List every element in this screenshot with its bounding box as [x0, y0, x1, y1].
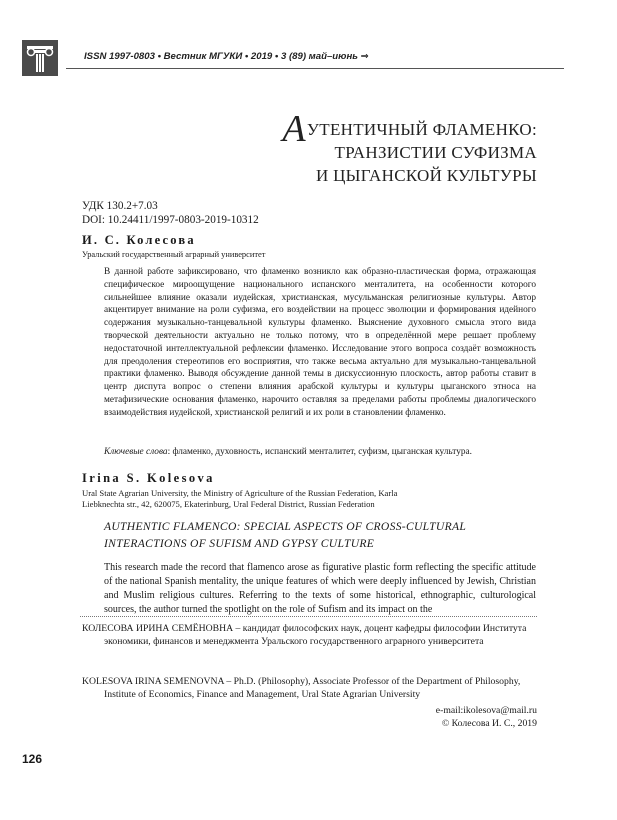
- page-number: 126: [22, 752, 43, 766]
- keywords-label: Ключевые слова: [104, 447, 168, 457]
- email: e-mail:ikolesova@mail.ru: [435, 705, 537, 716]
- title-line3: И ЦЫГАНСКОЙ КУЛЬТУРЫ: [315, 166, 537, 185]
- author-name-en: Irina S. Kolesova: [82, 471, 215, 485]
- keywords-text: : фламенко, духовность, испанский менталитет, суфизм, цыганская культура.: [167, 447, 472, 457]
- contact-block: [436, 705, 537, 731]
- author-name-ru: И. С. Колесова: [82, 233, 196, 247]
- doi: DOI: 10.24411/1997-0803-2019-10312: [82, 214, 259, 226]
- title-initial: А: [282, 108, 306, 150]
- abstract-ru: [104, 266, 536, 420]
- affiliation-en-line1: Ural State Agrarian University, the Ministry of Agriculture of the Russian Federation, Karla: [82, 488, 398, 498]
- journal-header: [22, 40, 542, 80]
- title-line1: УТЕНТИЧНЫЙ ФЛАМЕНКО:: [306, 120, 537, 139]
- author-affiliation-ru: Уральский государственный аграрный университет: [82, 250, 266, 259]
- footnote-divider: [80, 616, 537, 617]
- column-capital-logo-icon: [22, 40, 58, 76]
- article-title-ru: [207, 108, 537, 187]
- title-line2: ТРАНЗИСТИИ СУФИЗМА: [334, 143, 537, 162]
- abstract-en: This research made the record that flamenco arose as figurative plastic form reflecting the specific attitude of the national Spanish mentality, the unique features of which were deeply influenced by Jewish, Christian and Muslim religious cultures. Referring to the texts of some historical, ethnographic, culturological sources, the author turned the spotlight on the role of Sufism and its impact on the: [104, 562, 536, 615]
- copyright: © Колесова И. С., 2019: [441, 717, 537, 729]
- title-en-line2: INTERACTIONS OF SUFISM AND GYPSY CULTURE: [104, 537, 375, 550]
- footnote-en-text: KOLESOVA IRINA SEMENOVNA – Ph.D. (Philosophy), Associate Professor of the Department of Philosophy, Institute of Economics, Finance and Management, Ural State Agrarian University: [82, 676, 521, 700]
- udk: УДК 130.2+7.03: [82, 200, 158, 212]
- header-rule: [66, 68, 564, 69]
- title-en-line1: AUTHENTIC FLAMENCO: SPECIAL ASPECTS OF CROSS-CULTURAL: [104, 520, 467, 533]
- abstract-ru-text: В данной работе зафиксировано, что фламенко возникло как образно-пластическая форма, отражающая специфическое мироощущение национального испанского менталитета, на особенности которого сильнейшее влияние оказали иудейская, христианская, мусульманская религиозные культуры. Автор акцентирует внимание на роли суфизма, его воздействии на процесс эволюции и формирования идейного содержания музыкально-танцевальной культуры фламенко. Выяснение духовного смысла этого вида творческой деятельности актуально не только потому, что в определённой мере решает проблему недостаточной интеллектуальной рефлексии фламенко. Исследование этого вопроса создаёт возможность для преодоления стереотипов его восприятия, что также весьма актуально для музыкально-танцевальной практики фламенко. Выводя обсуждение данной темы в дискуссионную плоскость, автор работы ставит в центр диспута вопрос о степени влияния арабской культуры и культуры цыганского этноса на метафизические основания фламенко, нарочито оставляя за пределами работы проблемы диалогического взаимодействия иудейской, христианской религий и их роли в становлении фламенко.: [104, 267, 536, 418]
- article-meta: [82, 199, 259, 227]
- article-title-en: [104, 518, 534, 552]
- footnote-author-en: [82, 676, 537, 702]
- footnote-author-ru: [82, 623, 537, 649]
- affiliation-en-line2: Liebknechta str., 42, 620075, Ekaterinburg, Ural Federal District, Russian Federation: [82, 499, 375, 509]
- author-affiliation-en: [82, 488, 502, 510]
- footnote-ru-text: КОЛЕСОВА ИРИНА СЕМЁНОВНА – кандидат философских наук, доцент кафедры философии Института экономики, финансов и менеджмента Уральского государственного аграрного университета: [82, 623, 527, 647]
- journal-line: ISSN 1997-0803 • Вестник МГУКИ • 2019 • 3 (89) май–июнь ⇒: [84, 51, 369, 62]
- keywords-ru: [104, 446, 536, 459]
